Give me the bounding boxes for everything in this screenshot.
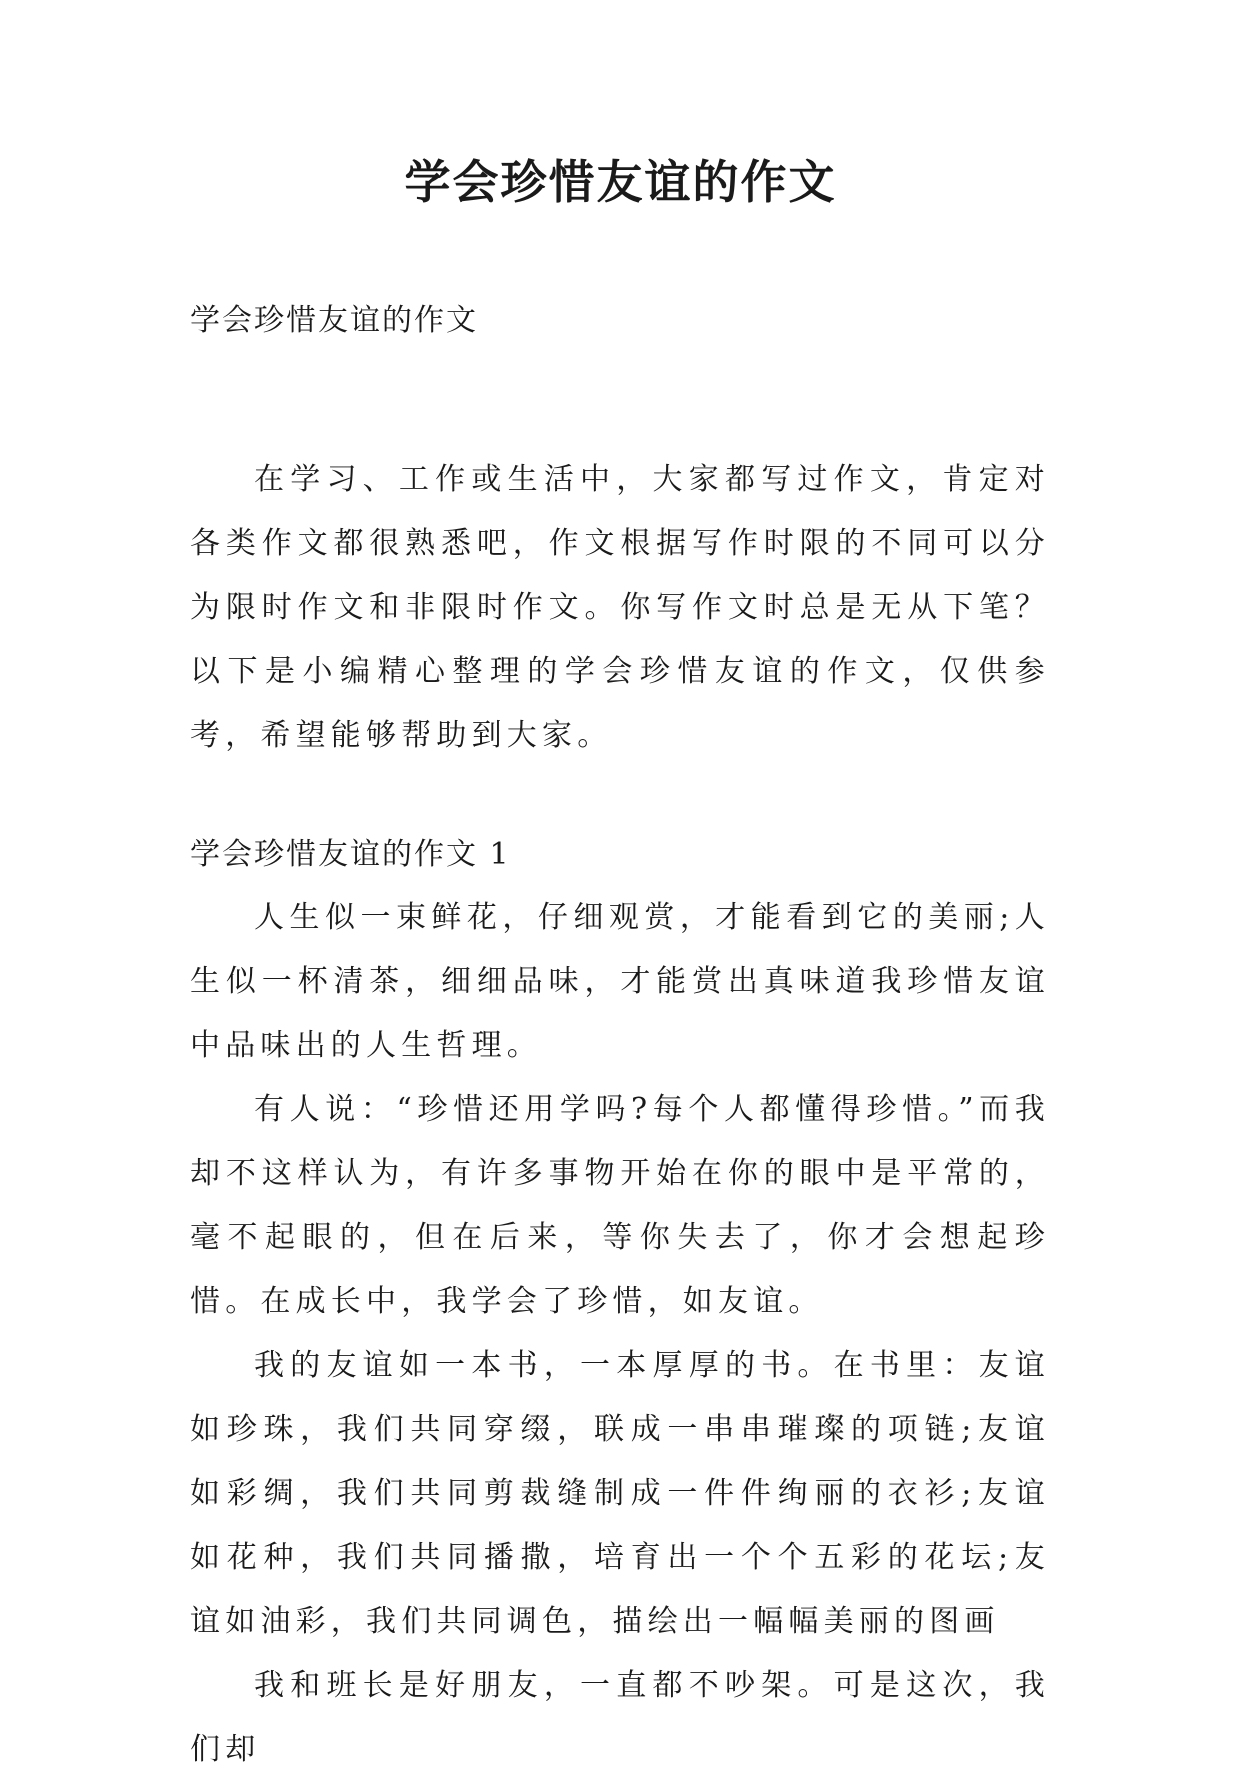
body-paragraph: 我和班长是好朋友，一直都不吵架。可是这次，我们却 <box>190 1668 1050 1767</box>
document-body <box>190 290 1050 1782</box>
intro-paragraph: 在学习、工作或生活中，大家都写过作文，肯定对各类作文都很熟悉吧，作文根据写作时限的不同可以分为限时作文和非限时作文。你写作文时总是无从下笔？以下是小编精心整理的学会珍惜友谊的作文，仅供参考，希望能够帮助到大家。 <box>190 462 1050 753</box>
body-paragraph: 有人说：“珍惜还用学吗?每个人都懂得珍惜。”而我却不这样认为，有许多事物开始在你的眼中是平常的，毫不起眼的，但在后来，等你失去了，你才会想起珍惜。在成长中，我学会了珍惜，如友谊。 <box>190 1092 1050 1319</box>
document-subtitle: 学会珍惜友谊的作文 <box>190 303 478 338</box>
body-paragraph: 人生似一束鲜花，仔细观赏，才能看到它的美丽;人生似一杯清茶，细细品味，才能赏出真味道我珍惜友谊中品味出的人生哲理。 <box>190 900 1050 1063</box>
document-title: 学会珍惜友谊的作文 <box>404 155 837 209</box>
body-paragraph: 我的友谊如一本书，一本厚厚的书。在书里：友谊如珍珠，我们共同穿缀，联成一串串璀璨的项链;友谊如彩绸，我们共同剪裁缝制成一件件绚丽的衣衫;友谊如花种，我们共同播撒，培育出一个个五彩的花坛;友谊如油彩，我们共同调色，描绘出一幅幅美丽的图画 <box>190 1348 1050 1639</box>
section-heading: 学会珍惜友谊的作文 1 <box>190 837 511 872</box>
